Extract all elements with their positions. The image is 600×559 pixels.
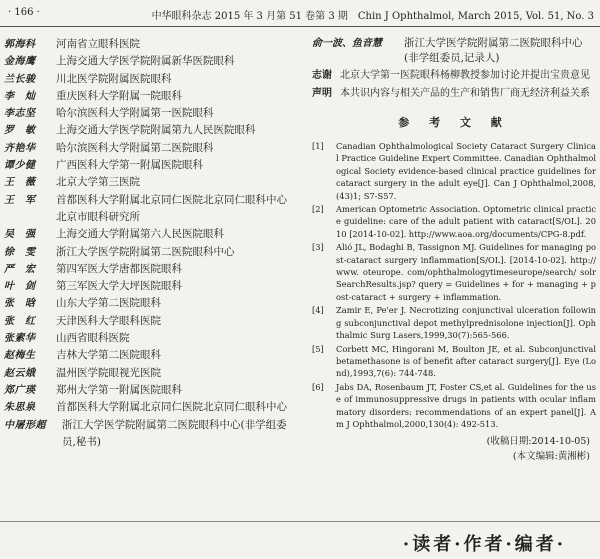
reference-text: Canadian Ophthalmological Society Cataract Surgery Clinical Practice Guideline Expert Committee. Canadian Ophthalmological Society evidence-based clinical practice guidelines for cataract surgery in the adult eye[J]. Can J Ophthalmol,2008,(43)1; S7-S57.: [336, 141, 596, 201]
member-name: 齐艳华: [4, 142, 36, 154]
member-row: [4, 105, 298, 122]
reference-item: [312, 241, 596, 303]
member-row: [4, 417, 298, 452]
section-banner: [0, 521, 600, 559]
received-date: (收稿日期:2014-10-05): [486, 436, 590, 448]
member-row: [4, 226, 298, 243]
member-affiliation: 上海交通大学附属第六人民医院眼科: [56, 228, 224, 241]
reference-text: Zamir E, Pe'er J. Necrotizing conjunctival ulceration following subconjunctival depot methylprednisolone injection[J]. Ophthalmic Surg Lasers,1999,30(7):565-566.: [336, 305, 596, 341]
reference-list: [312, 140, 596, 430]
reference-number: [5]: [312, 343, 324, 354]
declaration: [312, 86, 596, 102]
references-heading: 参 考 文 献: [398, 116, 510, 129]
member-row: [4, 140, 298, 157]
member-row: [4, 365, 298, 382]
member-name: 郭海科: [4, 39, 36, 50]
member-row: [4, 295, 298, 312]
member-name: 谭少健: [4, 160, 36, 172]
member-name: 郑广瑛: [4, 384, 36, 396]
member-name: 张 晗: [4, 298, 36, 310]
reference-number: [6]: [312, 381, 324, 392]
member-affiliation: 天津医科大学眼科医院: [56, 314, 161, 327]
member-affiliation: 广西医科大学第一附属医院眼科: [56, 159, 203, 172]
editor-note: (本文编辑:黄湘彬): [512, 451, 590, 463]
member-name: 叶 剑: [4, 281, 36, 293]
member-affiliation: 吉林大学第二医院眼科: [56, 349, 161, 362]
member-affiliation: 浙江大学医学院附属第二医院眼科中心(非学组委员,秘书): [62, 418, 287, 448]
note-text: 北京大学第一医院眼科杨柳教授参加讨论并提出宝贵意见: [340, 70, 590, 81]
member-row: [4, 36, 298, 53]
member-affiliation: 温州医学院眼视光医院: [56, 366, 161, 379]
note-label: 声明: [312, 88, 332, 99]
reference-item: [312, 304, 596, 341]
member-affiliation: 北京大学第三医院: [56, 176, 140, 189]
member-row: [4, 382, 298, 399]
member-affiliation: 山东大学第二医院眼科: [56, 297, 161, 310]
member-affiliation: 上海交通大学医学院附属第九人民医院眼科: [56, 124, 256, 137]
reference-text: Alió JL, Bodaghi B, Tassignon MJ. Guidelines for managing post-cataract surgery inflammation[S/OL]. [2014-10-02]. http:// www. oteurope. com/ophthalmologytimeseurope/search/ solrSearchResults.jsp? query = Guidelines + for + managing + post-cataract + surgery + inflammation.: [336, 242, 596, 302]
member-affiliation: 首都医科大学附属北京同仁医院北京同仁眼科中心: [56, 401, 287, 414]
member-row: [4, 88, 298, 105]
member-row: [4, 192, 298, 227]
reference-text: Corbett MC, Hingorani M, Boulton JE, et al. Subconjunctival betamethasone is of benefit after cataract surgery[J]. Eye (Lond),1993,7(6): 744-748.: [336, 343, 596, 379]
member-row: [4, 261, 298, 278]
journal-citation: 中华眼科杂志 2015 年 3 月第 51 卷第 3 期 Chin J Ophthalmol, March 2015, Vol. 51, No. 3: [151, 11, 594, 22]
member-name: 张素华: [4, 333, 36, 345]
member-affiliation: 重庆医科大学附属一院眼科: [56, 89, 182, 102]
member-row: [4, 71, 298, 88]
member-name: 严 宏: [4, 263, 36, 275]
member-name: 兰长骏: [4, 73, 36, 85]
member-row: [4, 174, 298, 191]
member-row: [4, 122, 298, 139]
reference-number: [1]: [312, 141, 324, 151]
member-name: 李 灿: [4, 90, 36, 102]
member-affiliation: 山西省眼科医院: [56, 332, 130, 345]
member-row: [4, 330, 298, 347]
member-row: [4, 347, 298, 364]
member-row: [4, 157, 298, 174]
member-affiliation: 哈尔滨医科大学附属第二医院眼科: [56, 141, 214, 154]
member-name: 张 红: [4, 315, 36, 327]
member-row: [4, 53, 298, 70]
reference-number: [2]: [312, 204, 324, 215]
member-affiliation: 郑州大学第一附属医院眼科: [56, 383, 182, 396]
member-name: 中屠形超: [4, 419, 46, 431]
reference-item: [312, 140, 596, 202]
member-affiliation: 河南省立眼科医院: [56, 38, 140, 50]
reference-text: American Optometric Association. Optometric clinical practice guideline: care of the adult patient with cataract[S/OL]. 2010 [2014-10-02]. http://www.aoa.org/documents/CPG-8.pdf.: [336, 204, 596, 239]
member-list: [4, 36, 298, 451]
recorder-affiliation: 浙江大学医学院附属第二医院眼科中心(非学组委员,记录人): [404, 37, 583, 64]
recorder-entry: [312, 36, 596, 66]
member-name: 徐 雯: [4, 246, 36, 258]
member-row: [4, 244, 298, 261]
member-affiliation: 第三军医大学大坪医院眼科: [56, 280, 182, 293]
banner-text: ·读者·作者·编者·: [402, 534, 566, 555]
member-name: 赵梅生: [4, 350, 36, 362]
reference-text: Jabs DA, Rosenbaum JT, Foster CS,et al. Guidelines for the use of immunosuppressive drugs in patients with ocular inflammatory disorders: recommendations of an expert panel[J]. Am J Ophthalmol,2000,130(4): 492-513.: [336, 381, 596, 429]
page-header: [0, 0, 600, 27]
member-name: 李志坚: [4, 108, 36, 120]
member-affiliation: 川北医学院附属医院眼科: [56, 72, 172, 85]
reference-number: [4]: [312, 305, 324, 316]
reference-item: [312, 203, 596, 240]
reference-number: [3]: [312, 242, 324, 253]
recorder-names: 俞一波、鱼音慧: [312, 38, 382, 49]
member-affiliation: 哈尔滨医科大学附属第一医院眼科: [56, 107, 214, 120]
note-label: 志谢: [312, 70, 332, 81]
reference-item: [312, 343, 596, 380]
member-name: 朱思泉: [4, 402, 36, 414]
reference-item: [312, 381, 596, 431]
note-text: 本共识内容与相关产品的生产和销售厂商无经济利益关系: [340, 88, 590, 99]
member-affiliation: 首都医科大学附属北京同仁医院北京同仁眼科中心 北京市眼科研究所: [56, 193, 287, 223]
member-name: 赵云娥: [4, 367, 36, 379]
member-affiliation: 浙江大学医学院附属第二医院眼科中心: [56, 245, 235, 258]
member-row: [4, 313, 298, 330]
member-name: 金海鹰: [4, 56, 36, 68]
right-column: [312, 36, 596, 464]
acknowledgement: [312, 68, 596, 84]
member-name: 罗 敏: [4, 125, 36, 137]
member-name: 王 军: [4, 194, 36, 206]
page-number: · 166 ·: [8, 7, 40, 18]
member-name: 王 薇: [4, 177, 36, 189]
member-affiliation: 第四军医大学唐都医院眼科: [56, 262, 182, 275]
member-name: 吴 强: [4, 229, 36, 241]
member-row: [4, 399, 298, 416]
member-affiliation: 上海交通大学医学院附属新华医院眼科: [56, 55, 235, 68]
member-row: [4, 278, 298, 295]
